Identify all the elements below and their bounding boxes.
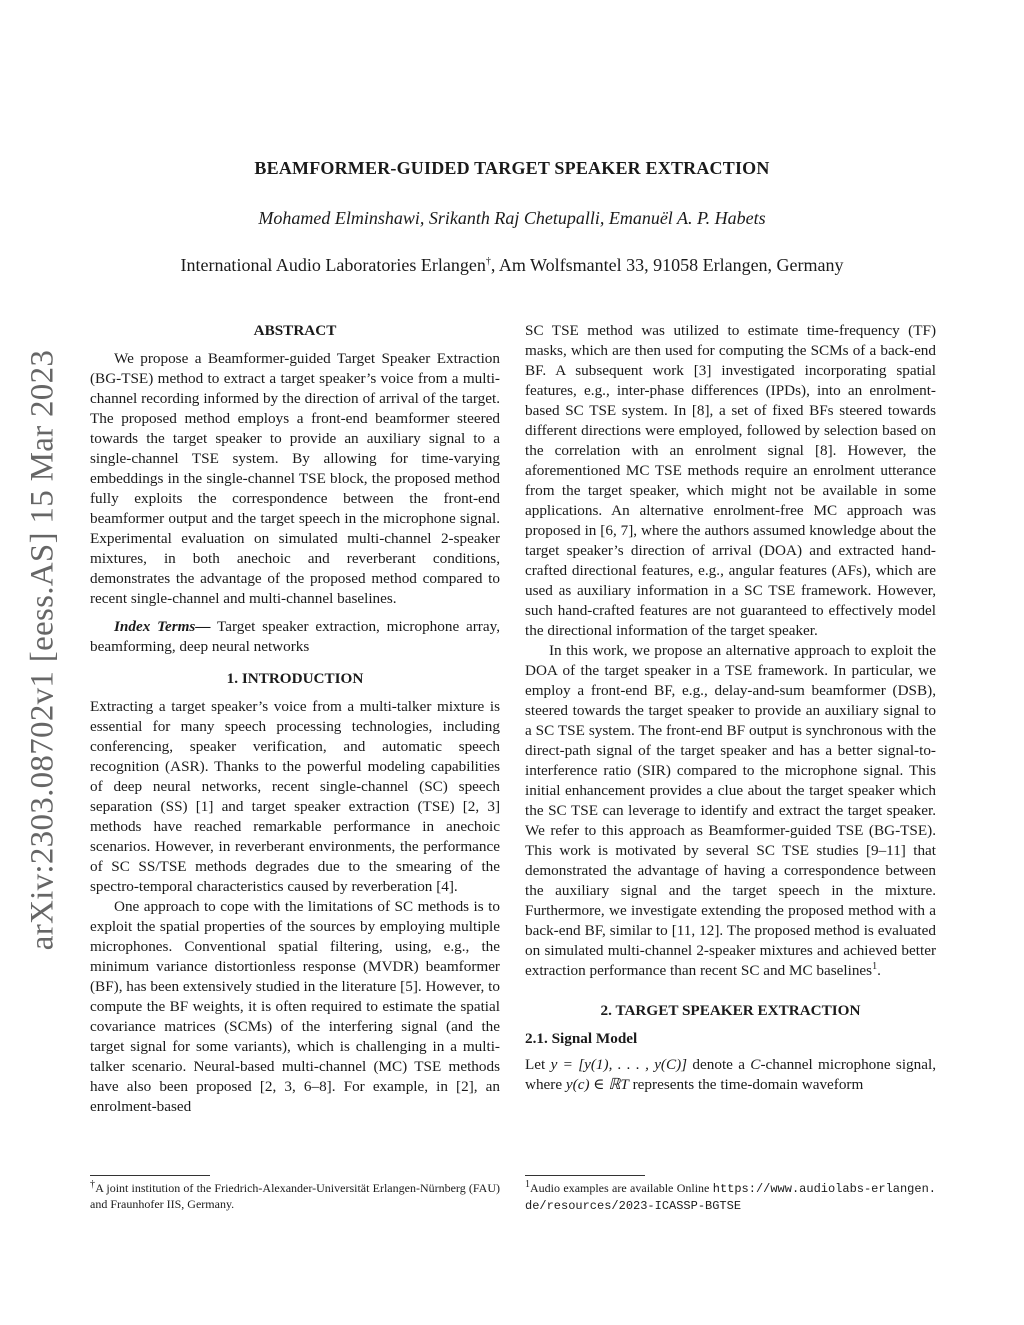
- footnote-audio-examples: [525, 1180, 936, 1214]
- section-2-heading: 2. TARGET SPEAKER EXTRACTION: [600, 1002, 861, 1019]
- footnote-audio-text: Audio examples are available Online: [530, 1181, 713, 1195]
- arxiv-sidebar: [16, 340, 70, 960]
- affiliation-address: , Am Wolfsmantel 33, 91058 Erlangen, Germany: [490, 255, 844, 275]
- paper-title: BEAMFORMER-GUIDED TARGET SPEAKER EXTRACTION: [254, 158, 770, 178]
- footnote-ref-1: 1: [872, 960, 878, 972]
- subsection-2-1-heading: 2.1. Signal Model: [525, 1030, 638, 1047]
- footnote-affiliation-text: A joint institution of the Friedrich-Alexander-Universität Erlangen-Nürnberg (FAU) and Fraunhofer IIS, Germany.: [90, 1181, 500, 1211]
- signal-model-text-d: represents the time-domain waveform: [628, 1076, 864, 1093]
- left-column: [90, 321, 500, 1117]
- footnote-mark-1: 1: [525, 1179, 530, 1190]
- right-column: [525, 321, 936, 1095]
- footnote-right: [525, 1175, 936, 1214]
- footnote-left: [90, 1175, 500, 1212]
- signal-model-text-c: -channel microphone signal, where: [525, 1056, 936, 1093]
- footnote-url[interactable]: https://www.audiolabs-erlangen.de/resources/2023-ICASSP-BGTSE: [525, 1182, 936, 1213]
- intro-paragraph-3: SC TSE method was utilized to estimate time-frequency (TF) masks, which are then used for computing the SCMs of a back-end BF. A subsequent work [3] investigated incorporating spatial features, e.g., inter-phase differences (IPDs), into an enrolment-based SC TSE system. In [8], a set of fixed BFs steered towards different directions were employed, followed by selection based on the correlation with an enrolment signal [8]. However, the aforementioned MC TSE methods require an enrolment utterance from the target speaker, which might not be available in some applications. An alternative enrolment-free MC approach was proposed in [6, 7], where the authors assumed knowledge about the target speaker’s direction of arrival (DOA) and extracted hand-crafted directional features, e.g., angular features (AFs), which are used as auxiliary information in a SC TSE framework. However, such hand-crafted features are not guaranteed to effectively model the directional information of the target speaker.: [525, 322, 936, 639]
- signal-model-text-a: Let: [525, 1056, 551, 1073]
- affiliation-mark: †: [485, 256, 491, 267]
- math-c: C: [750, 1056, 761, 1073]
- arxiv-identifier: arXiv:2303.08702v1 [eess.AS] 15 Mar 2023: [24, 349, 61, 951]
- affiliation: [0, 255, 1024, 276]
- math-yc: y(c) ∈ ℝT: [565, 1076, 629, 1093]
- intro-heading: 1. INTRODUCTION: [226, 670, 364, 687]
- index-terms-text: Target speaker extraction, microphone array, beamforming, deep neural networks: [90, 618, 500, 655]
- abstract-heading: ABSTRACT: [253, 322, 337, 339]
- intro-paragraph-4-text: In this work, we propose an alternative approach to exploit the DOA of the target speaker in a TSE framework. In particular, we employ a front-end BF, e.g., delay-and-sum beamformer (DSB), steered towards the target speaker to provide an auxiliary signal to a SC TSE system. The front-end BF output is synchronous with the direct-path signal of the target speaker and has a better signal-to-interference ratio (SIR) compared to the microphone signal. This initial enhancement provides a clue about the target speaker which the SC TSE can leverage to identify and extract the target speaker. We refer to this approach as Beamformer-guided TSE (BG-TSE). This work is motivated by several SC TSE studies [9–11] that demonstrated the advantage of having a correspondence between the auxiliary signal and the target speech in the mixture. Furthermore, we investigate extending the proposed method with a back-end BF, similar to [11, 12]. The proposed method is evaluated on simulated multi-channel 2-speaker mixtures and achieved better extraction performance than recent SC and MC baselines: [525, 642, 936, 979]
- footnote-rule-left: [90, 1175, 210, 1176]
- signal-model-text: [525, 1055, 936, 1095]
- intro-paragraph-4: [525, 641, 936, 981]
- affiliation-name: International Audio Laboratories Erlangen: [180, 255, 486, 275]
- footnote-affiliation: [90, 1180, 500, 1212]
- intro-paragraph-1: Extracting a target speaker’s voice from a multi-talker mixture is essential for many speech processing technologies, including conferencing, speaker verification, and automatic speech recognition (ASR). Thanks to the powerful modeling capabilities of deep neural networks, recent single-channel (SC) speech separation (SS) [1] and target speaker extraction (TSE) [2, 3] methods have reached remarkable performance in anechoic scenarios. However, in reverberant environments, the performance of SC SS/TSE methods degrades due to the smearing of the spectro-temporal characteristics caused by reverberation [4].: [90, 698, 500, 895]
- index-terms: [90, 617, 500, 657]
- footnote-mark-dagger: †: [90, 1179, 96, 1190]
- index-terms-label: Index Terms—: [114, 618, 211, 635]
- abstract-text: We propose a Beamformer-guided Target Speaker Extraction (BG-TSE) method to extract a target speaker’s voice from a multi-channel recording informed by the direction of arrival of the target. The proposed method employs a front-end beamformer steered towards the target speaker to provide an auxiliary signal to a single-channel TSE system. By allowing for time-varying embeddings in the single-channel TSE block, the proposed method fully exploits the correspondence between the front-end beamformer output and the target speech in the microphone signal. Experimental evaluation on simulated multi-channel 2-speaker mixtures, in both anechoic and reverberant conditions, demonstrates the advantage of the proposed method compared to recent single-channel and multi-channel baselines.: [90, 350, 500, 607]
- signal-model-text-b: denote a: [687, 1056, 751, 1073]
- author-list: Mohamed Elminshawi, Srikanth Raj Chetupalli, Emanuël A. P. Habets: [258, 208, 766, 228]
- intro-paragraph-2: One approach to cope with the limitations of SC methods is to exploit the spatial properties of the sources by employing multiple microphones. Conventional spatial filtering, using, e.g., the minimum variance distortionless response (MVDR) beamformer (BF), has been extensively studied in the literature [5]. However, to compute the BF weights, it is often required to estimate the spatial covariance matrices (SCMs) of the interfering signal (and the target signal for some variants), which is challenging in a multi-talker scenario. Neural-based multi-channel (MC) TSE methods have also been proposed [2, 3, 6–8]. For example, in [2], an enrolment-based: [90, 898, 500, 1115]
- intro-paragraph-4-end: .: [877, 962, 881, 979]
- footnote-rule-right: [525, 1175, 645, 1176]
- math-y-vector: y = [y(1), . . . , y(C)]: [550, 1056, 688, 1073]
